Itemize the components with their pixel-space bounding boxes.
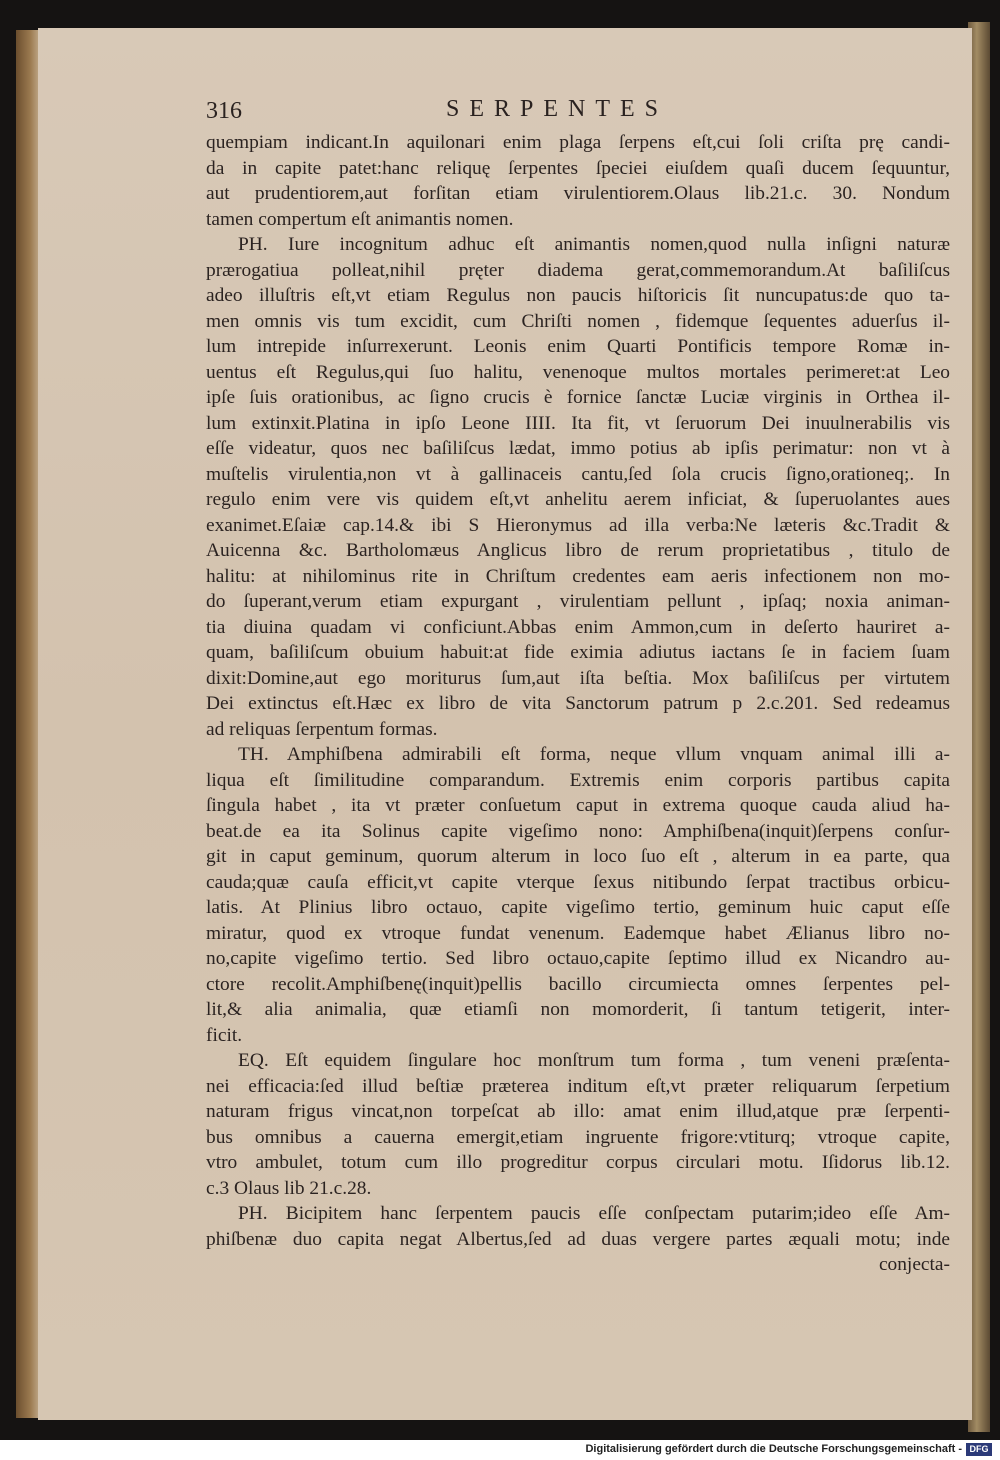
text-line: PH. Bicipitem hanc ſerpentem paucis eſſe conſpectam putarim;ideo eſſe Am- <box>238 1203 950 1224</box>
running-head <box>206 96 950 130</box>
text-line: tia diuina quadam vi conficiunt.Abbas enim Ammon,cum in deſerto hauriret a- <box>206 616 950 638</box>
text-line: TH. Amphiſbena admirabili eſt forma, neque vllum vnquam animal illi a- <box>238 744 950 765</box>
text-line: nei efficacia:ſed illud beſtiæ præterea inditum eſt,vt præter reliquarum ſerpetium <box>206 1075 950 1097</box>
text-line: lit,& alia animalia, quæ etiamſi non momorderit, ſi tantum tetigerit, inter- <box>206 999 950 1020</box>
text-line: c.3 Olaus lib 21.c.28. <box>206 1177 372 1199</box>
text-line: ctore recolit.Amphiſbenę(inquit)pellis bacillo circumiecta omnes ſerpentes pel- <box>206 973 950 995</box>
text-line: phiſbenæ duo capita negat Albertus,ſed ad duas vergere partes æquali motu; inde <box>206 1228 950 1250</box>
text-line: Dei extinctus eſt.Hæc ex libro de vita Sanctorum patrum p 2.c.201. Sed redeamus <box>206 693 950 714</box>
text-line: prærogatiua polleat,nihil pręter diadema gerat,commemorandum.At baſiliſcus <box>206 259 950 281</box>
text-line: regulo enim vere vis quidem eſt,vt anhelitu aerem inficiat, & ſuperuolantes aues <box>206 489 950 510</box>
text-line: muſtelis virulentia,non vt à gallinaceis cantu,ſed ſola crucis ſigno,orationeq;. In <box>206 463 950 485</box>
text-line: ad reliquas ſerpentum formas. <box>206 718 438 740</box>
text-line: lum intrepide inſurrexerunt. Leonis enim Quarti Pontificis tempore Romæ in- <box>206 336 950 357</box>
text-line: ficit. <box>206 1024 243 1046</box>
text-line: cauda;quæ cauſa efficit,vt capite vterque ſexus nitibundo ſerpat tractibus orbicu- <box>206 871 950 893</box>
text-line: exanimet.Eſaiæ cap.14.& ibi S Hieronymus ad illa verba:Ne læteris &c.Tradit & <box>206 514 950 536</box>
text-line: aut prudentiorem,aut forſitan etiam virulentiorem.Olaus lib.21.c. 30. Nondum <box>206 183 950 204</box>
text-line: no,capite vigeſimo tertio. Sed libro octauo,capite ſeptimo illud ex Nicandro au- <box>206 948 950 969</box>
text-line: miratur, quod ex vtroque fundat venenum. Eademque habet Ælianus libro no- <box>206 922 950 944</box>
text-line: naturam frigus vincat,non torpeſcat ab illo: amat enim illud,atque præ ſerpenti- <box>206 1101 950 1122</box>
dfg-logo-icon[interactable]: DFG <box>966 1443 992 1456</box>
text-line: Auicenna &c. Bartholomæus Anglicus libro de rerum proprietatibus , titulo de <box>206 540 950 561</box>
text-line: PH. Iure incognitum adhuc eſt animantis nomen,quod nulla inſigni naturæ <box>238 234 950 255</box>
text-line: ſingula habet , ita vt præter conſuetum caput in extrema quoque cauda aliud ha- <box>206 795 950 816</box>
text-line: men omnis vis tum excidit, cum Chriſti nomen , fidemque ſequentes aduerſus il- <box>206 310 950 332</box>
text-line: EQ. Eſt equidem ſingulare hoc monſtrum tum forma , tum veneni præſenta- <box>238 1050 950 1071</box>
text-line: da in capite patet:hanc reliquę ſerpentes ſpeciei eiuſdem quaſi ducem ſequuntur, <box>206 157 950 179</box>
text-line: liqua eſt ſimilitudine comparandum. Extremis enim corporis partibus capita <box>206 769 950 791</box>
text-line: lum extinxit.Platina in ipſo Leone IIII. Ita fit, vt ſeruorum Dei inuulnerabilis vis <box>206 412 950 434</box>
text-line: quam, baſiliſcum obuium habuit:at fide eximia adiutus iactans ſe in faciem ſuam <box>206 642 950 663</box>
text-line: adeo illuſtris eſt,vt etiam Regulus non paucis hiſtoricis ſit nuncupatus:de quo ta- <box>206 285 950 306</box>
body-text <box>206 130 950 1278</box>
text-line: dixit:Domine,aut ego moriturus ſum,aut iſta beſtia. Mox baſiliſcus per virtutem <box>206 667 950 689</box>
text-line: halitu: at nihilominus rite in Chriſtum credentes eam aeris infectionem non mo- <box>206 565 950 587</box>
text-line: latis. At Plinius libro octauo, capite vigeſimo tertio, geminum huic caput eſſe <box>206 897 950 918</box>
running-title: SERPENTES <box>446 96 669 122</box>
text-line: tamen compertum eſt animantis nomen. <box>206 208 514 230</box>
funding-credit: Digitalisierung gefördert durch die Deutsche Forschungsgemeinschaft - <box>585 1443 962 1455</box>
text-line: bus omnibus a cauerna emergit,etiam ingruente frigore:vtiturq; vtroque capite, <box>206 1126 950 1148</box>
text-line: quempiam indicant.In aquilonari enim plaga ſerpens eſt,cui ſoli criſta prę candi- <box>206 132 950 153</box>
text-line: eſſe videatur, quos nec baſiliſcus lædat, immo potius ab ipſis perimatur: non vt à <box>206 438 950 459</box>
text-line: beat.de ea ita Solinus capite vigeſimo nono: Amphiſbena(inquit)ſerpens conſur- <box>206 820 950 842</box>
text-line: git in caput geminum, quorum alterum in loco ſuo eſt , alterum in ea parte, qua <box>206 846 950 867</box>
footer-bar <box>0 1440 1000 1460</box>
text-line: do ſuperant,verum etiam expurgant , virulentiam pellunt , ipſaq; noxia animan- <box>206 591 950 612</box>
page-number: 316 <box>206 98 242 124</box>
text-line: ipſe ſuis orationibus, ac ſigno crucis è fornice ſanctæ Luciæ virginis in Orthea il- <box>206 387 950 408</box>
text-line: vtro ambulet, totum cum illo progreditur corpus circulari motu. Iſidorus lib.12. <box>206 1152 950 1173</box>
text-line: uentus eſt Regulus,qui ſuo halitu, venenoque multos mortales perimeret:at Leo <box>206 361 950 383</box>
text-line: conjecta- <box>878 1254 950 1275</box>
